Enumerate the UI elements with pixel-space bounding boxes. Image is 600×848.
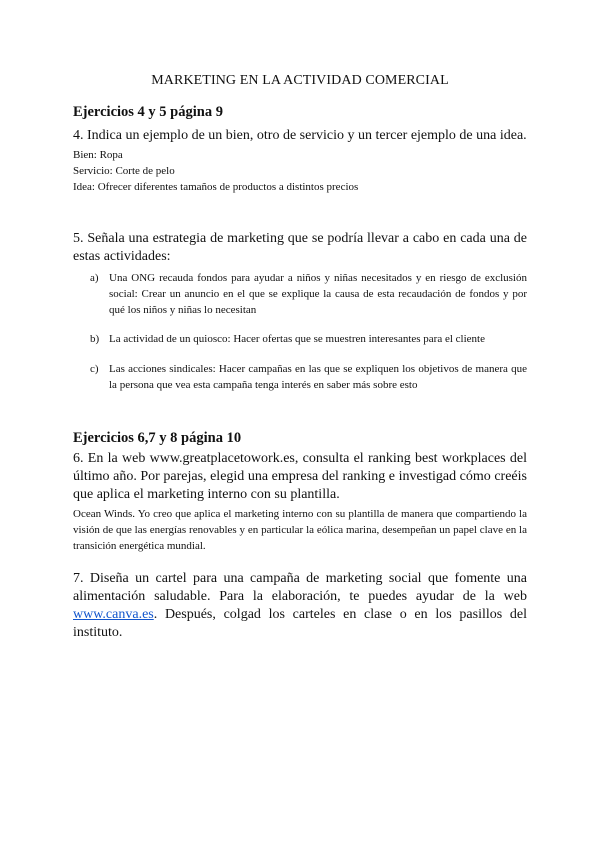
answer-4-servicio: Servicio: Corte de pelo	[73, 165, 175, 177]
list-item-text: Las acciones sindicales: Hacer campañas en las que se expliquen los objetivos de manera que la persona que vea esta campaña tenga interés en saber más sobre esto	[109, 363, 527, 391]
list-item-text: Una ONG recauda fondos para ayudar a niños y niñas necesitados y en riesgo de exclusión social: Crear un anuncio en el que se explique la causa de esta recaudación de fondos y por qué los niños y niñas lo necesitan	[109, 272, 527, 316]
answer-4-idea: Idea: Ofrecer diferentes tamaños de productos a distintos precios	[73, 181, 359, 193]
answer-6: Ocean Winds. Yo creo que aplica el marketing interno con su plantilla de manera que compartiendo la visión de que las energías renovables y en particular la eólica marina, desempeñan un papel clave en la transición energética mundial.	[73, 508, 527, 552]
answer-4-bien: Bien: Ropa	[73, 149, 123, 161]
question-5: 5. Señala una estrategia de marketing que se podría llevar a cabo en cada una de estas actividades:	[73, 231, 527, 264]
list-item	[73, 331, 527, 347]
question-7-text: 7. Diseña un cartel para una campaña de marketing social que fomente una alimentación saludable. Para la elaboración, te puedes ayudar de la web	[73, 571, 527, 604]
list-marker: b)	[90, 333, 100, 345]
list-item-text: La actividad de un quiosco: Hacer ofertas que se muestren interesantes para el cliente	[109, 333, 485, 345]
question-4: 4. Indica un ejemplo de un bien, otro de servicio y un tercer ejemplo de una idea.	[73, 128, 527, 143]
question-6: 6. En la web www.greatplacetowork.es, consulta el ranking best workplaces del último año. Por parejas, elegid una empresa del ranking e investigad cómo creéis que aplica el marketing interno con su plantilla.	[73, 451, 527, 502]
canva-link[interactable]: www.canva.es	[73, 607, 154, 622]
question-7-text-end: . Después, colgad los carteles en clase o en los pasillos del instituto.	[73, 607, 527, 640]
question-5-list	[73, 270, 527, 393]
section-ejercicios-4-5	[73, 104, 527, 195]
list-marker: a)	[90, 272, 99, 284]
list-item	[73, 361, 527, 393]
question-7	[73, 570, 527, 642]
section-heading: Ejercicios 6,7 y 8 página 10	[73, 430, 242, 446]
section-ejercicios-6-7-8	[73, 430, 527, 554]
list-marker: c)	[90, 363, 99, 375]
document-title: MARKETING EN LA ACTIVIDAD COMERCIAL	[151, 73, 449, 88]
question-7-block	[73, 570, 527, 642]
section-heading: Ejercicios 4 y 5 página 9	[73, 104, 223, 120]
question-5-block	[73, 230, 527, 393]
list-item	[73, 270, 527, 318]
